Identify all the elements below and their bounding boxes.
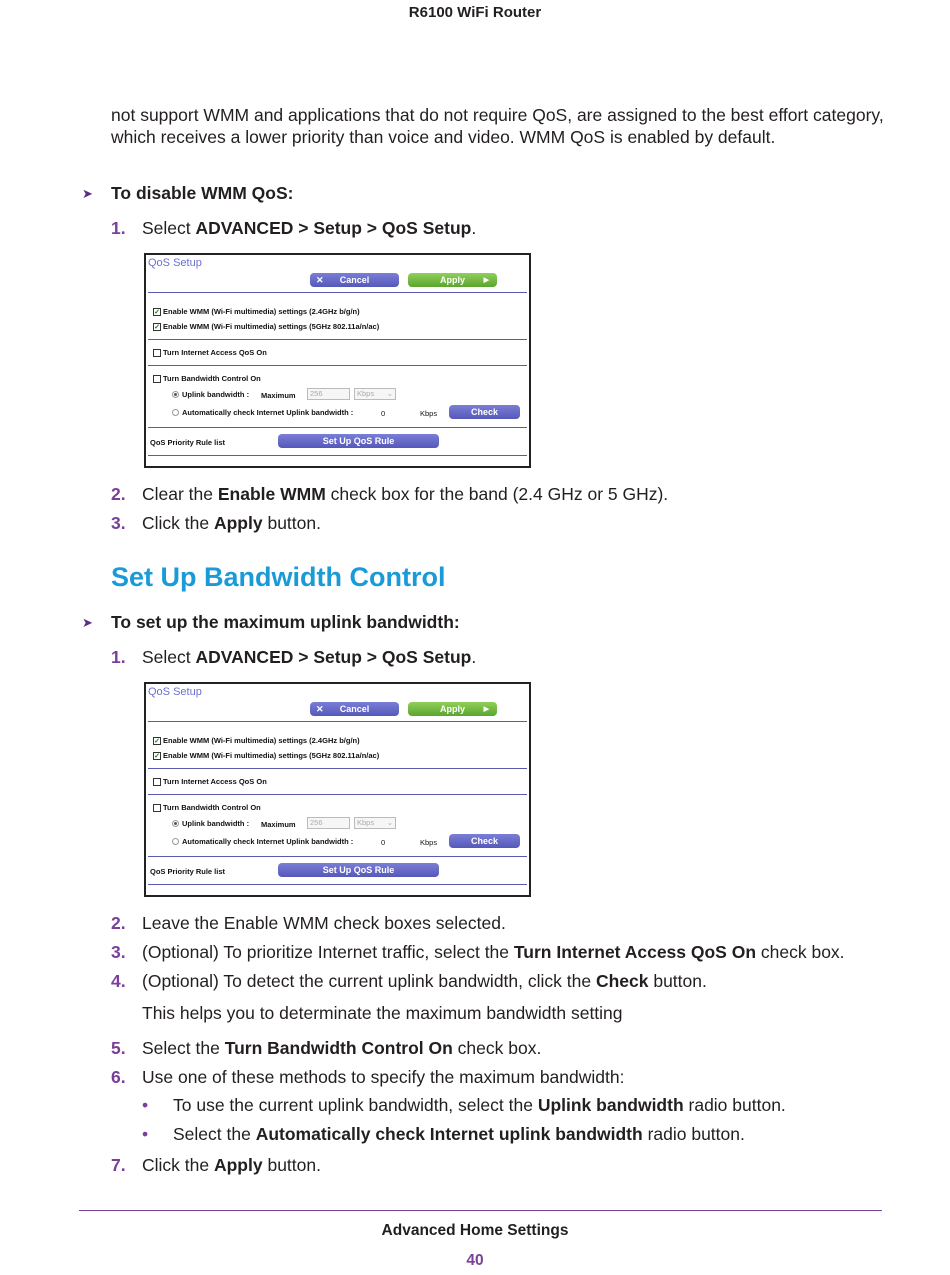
step-number: 1. bbox=[111, 647, 126, 667]
step-text: button. bbox=[648, 971, 707, 991]
divider bbox=[148, 427, 527, 428]
check-button[interactable]: Check bbox=[449, 834, 520, 848]
auto-check-label: Automatically check Internet Uplink bandwidth : bbox=[182, 408, 354, 417]
step-text: Select bbox=[142, 218, 196, 238]
cancel-label: Cancel bbox=[339, 704, 370, 714]
wmm-24-row[interactable] bbox=[153, 307, 360, 316]
divider bbox=[148, 455, 527, 456]
task1-step-2 bbox=[111, 483, 668, 505]
step-bold: Check bbox=[595, 971, 649, 991]
internet-qos-label: Turn Internet Access QoS On bbox=[163, 777, 267, 786]
close-icon: ✕ bbox=[316, 703, 324, 714]
cancel-button[interactable] bbox=[310, 273, 399, 287]
task2-step-6 bbox=[111, 1066, 624, 1088]
task1-step-3 bbox=[111, 512, 321, 534]
task2-step-3 bbox=[111, 941, 845, 963]
divider bbox=[148, 365, 527, 366]
auto-unit: Kbps bbox=[420, 409, 438, 418]
divider bbox=[148, 884, 527, 885]
step-number: 2. bbox=[111, 484, 126, 504]
step-bold: Turn Bandwidth Control On bbox=[224, 1038, 453, 1058]
footer-title: Advanced Home Settings bbox=[381, 1222, 569, 1239]
step-number: 7. bbox=[111, 1155, 126, 1175]
bullet-bold: Automatically check Internet uplink bandwidth bbox=[255, 1124, 643, 1144]
section-title: Set Up Bandwidth Control bbox=[111, 562, 446, 592]
step-text: Select the bbox=[142, 1038, 225, 1058]
qos-panel-title: QoS Setup bbox=[148, 686, 202, 698]
task1-step-1 bbox=[111, 217, 476, 239]
max-bandwidth-input[interactable]: 256 bbox=[307, 388, 350, 400]
task-heading-text: To disable WMM QoS: bbox=[111, 183, 294, 203]
step-number: 2. bbox=[111, 913, 126, 933]
bullet-item bbox=[142, 1094, 786, 1116]
check-button[interactable]: Check bbox=[449, 405, 520, 419]
auto-check-row[interactable] bbox=[172, 837, 353, 846]
wmm-5-checkbox[interactable]: ✓ bbox=[154, 752, 160, 760]
wmm-5-label: Enable WMM (Wi-Fi multimedia) settings (5GHz 802.11a/n/ac) bbox=[163, 322, 380, 331]
cancel-label: Cancel bbox=[339, 275, 370, 285]
divider bbox=[148, 339, 527, 340]
bw-control-row[interactable] bbox=[153, 374, 261, 383]
uplink-label: Uplink bandwidth : bbox=[182, 819, 250, 828]
step-text: Select bbox=[142, 647, 196, 667]
unit-select-value: Kbps bbox=[357, 389, 375, 398]
max-bandwidth-input[interactable]: 256 bbox=[307, 817, 350, 829]
divider bbox=[148, 292, 527, 293]
close-icon: ✕ bbox=[316, 274, 324, 285]
wmm-24-label: Enable WMM (Wi-Fi multimedia) settings (2.4GHz b/g/n) bbox=[163, 307, 360, 316]
step-note: This helps you to determinate the maximum bandwidth setting bbox=[142, 1003, 623, 1023]
play-icon: ▶ bbox=[483, 277, 489, 284]
step-number: 5. bbox=[111, 1038, 126, 1058]
setup-qos-rule-button[interactable]: Set Up QoS Rule bbox=[278, 863, 439, 877]
auto-unit: Kbps bbox=[420, 838, 438, 847]
auto-check-radio[interactable] bbox=[172, 838, 179, 845]
divider bbox=[148, 768, 527, 769]
step-number: 1. bbox=[111, 218, 126, 238]
apply-button[interactable] bbox=[408, 702, 497, 716]
cancel-button[interactable] bbox=[310, 702, 399, 716]
step-text: Clear the bbox=[142, 484, 218, 504]
step-text: check box. bbox=[452, 1038, 542, 1058]
step-text: (Optional) To prioritize Internet traffic, select the bbox=[142, 942, 514, 962]
bullet-text: radio button. bbox=[642, 1124, 745, 1144]
step-text: (Optional) To detect the current uplink bandwidth, click the bbox=[142, 971, 596, 991]
rule-list-label: QoS Priority Rule list bbox=[150, 867, 226, 876]
rule-list-label: QoS Priority Rule list bbox=[150, 438, 226, 447]
internet-qos-checkbox[interactable] bbox=[153, 349, 161, 357]
wmm-24-checkbox[interactable]: ✓ bbox=[154, 308, 160, 316]
step-bold: Turn Internet Access QoS On bbox=[513, 942, 757, 962]
step-text: check box. bbox=[756, 942, 845, 962]
step-text: Use one of these methods to specify the maximum bandwidth: bbox=[142, 1067, 625, 1087]
task2-step-5 bbox=[111, 1037, 541, 1059]
auto-check-row[interactable] bbox=[172, 408, 353, 417]
auto-check-label: Automatically check Internet Uplink bandwidth : bbox=[182, 837, 354, 846]
apply-label: Apply bbox=[439, 275, 465, 285]
footer-divider bbox=[79, 1210, 882, 1211]
bullet-bold: Uplink bandwidth bbox=[537, 1095, 684, 1115]
maximum-label: Maximum bbox=[261, 391, 296, 400]
task-heading-disable-wmm bbox=[82, 183, 293, 204]
task-arrow-icon: ➤ bbox=[82, 185, 93, 201]
step-text: button. bbox=[262, 513, 321, 533]
step-text: . bbox=[471, 218, 477, 238]
uplink-row[interactable] bbox=[172, 390, 249, 399]
intro-paragraph: not support WMM and applications that do not require QoS, are assigned to the best effort category, which receives a lower priority than voice and video. WMM QoS is enabled by default. bbox=[111, 105, 884, 147]
auto-value: 0 bbox=[381, 838, 386, 847]
divider bbox=[148, 794, 527, 795]
wmm-24-checkbox[interactable]: ✓ bbox=[154, 737, 160, 745]
wmm-5-checkbox[interactable]: ✓ bbox=[154, 323, 160, 331]
page-number: 40 bbox=[466, 1252, 484, 1269]
bullet-text: To use the current uplink bandwidth, select the bbox=[173, 1095, 538, 1115]
uplink-row[interactable] bbox=[172, 819, 249, 828]
bw-control-checkbox[interactable] bbox=[153, 804, 161, 812]
qos-setup-screenshot-1 bbox=[144, 253, 531, 468]
uplink-label: Uplink bandwidth : bbox=[182, 390, 250, 399]
apply-label: Apply bbox=[439, 704, 465, 714]
chevron-down-icon: ⌄ bbox=[386, 818, 393, 827]
divider bbox=[148, 856, 527, 857]
internet-qos-label: Turn Internet Access QoS On bbox=[163, 348, 267, 357]
play-icon: ▶ bbox=[483, 706, 489, 713]
unit-select[interactable] bbox=[354, 388, 396, 400]
wmm-5-row[interactable] bbox=[153, 322, 379, 331]
step-number: 3. bbox=[111, 942, 126, 962]
bw-control-label: Turn Bandwidth Control On bbox=[163, 374, 261, 383]
chevron-down-icon: ⌄ bbox=[386, 389, 393, 398]
step-text: check box for the band (2.4 GHz or 5 GHz). bbox=[325, 484, 669, 504]
step-bold: ADVANCED > Setup > QoS Setup bbox=[195, 218, 472, 238]
step-bold: Apply bbox=[213, 513, 263, 533]
task-heading-uplink bbox=[82, 612, 460, 633]
bw-control-checkbox[interactable] bbox=[153, 375, 161, 383]
maximum-label: Maximum bbox=[261, 820, 296, 829]
page-header-title: R6100 WiFi Router bbox=[408, 4, 542, 21]
internet-qos-row[interactable] bbox=[153, 348, 267, 357]
uplink-radio[interactable] bbox=[172, 820, 179, 827]
step-bold: Enable WMM bbox=[217, 484, 326, 504]
setup-qos-rule-button[interactable]: Set Up QoS Rule bbox=[278, 434, 439, 448]
internet-qos-row[interactable] bbox=[153, 777, 267, 786]
divider bbox=[148, 721, 527, 722]
task-arrow-icon: ➤ bbox=[82, 614, 93, 630]
uplink-radio[interactable] bbox=[172, 391, 179, 398]
wmm-5-label: Enable WMM (Wi-Fi multimedia) settings (5GHz 802.11a/n/ac) bbox=[163, 751, 380, 760]
bullet-item bbox=[142, 1123, 745, 1145]
task2-step-1 bbox=[111, 646, 476, 668]
step-text: button. bbox=[262, 1155, 321, 1175]
bullet-text: Select the bbox=[173, 1124, 256, 1144]
task2-step-7 bbox=[111, 1154, 321, 1176]
wmm-5-row[interactable] bbox=[153, 751, 379, 760]
bullet-icon: • bbox=[142, 1124, 149, 1144]
step-number: 6. bbox=[111, 1067, 126, 1087]
step-text: Leave the Enable WMM check boxes selected. bbox=[142, 913, 506, 933]
bullet-text: radio button. bbox=[683, 1095, 786, 1115]
step-text: Click the bbox=[142, 1155, 214, 1175]
step-number: 4. bbox=[111, 971, 126, 991]
auto-value: 0 bbox=[381, 409, 386, 418]
step-bold: Apply bbox=[213, 1155, 263, 1175]
step-number: 3. bbox=[111, 513, 126, 533]
task2-step-2 bbox=[111, 912, 506, 934]
step-text: . bbox=[471, 647, 477, 667]
step-bold: ADVANCED > Setup > QoS Setup bbox=[195, 647, 472, 667]
unit-select-value: Kbps bbox=[357, 818, 375, 827]
unit-select[interactable] bbox=[354, 817, 396, 829]
bw-control-label: Turn Bandwidth Control On bbox=[163, 803, 261, 812]
wmm-24-row[interactable] bbox=[153, 736, 360, 745]
qos-setup-screenshot-2 bbox=[144, 682, 531, 897]
task-heading-text: To set up the maximum uplink bandwidth: bbox=[111, 612, 460, 632]
qos-panel-title: QoS Setup bbox=[148, 257, 202, 269]
auto-check-radio[interactable] bbox=[172, 409, 179, 416]
bw-control-row[interactable] bbox=[153, 803, 261, 812]
task2-step-4 bbox=[111, 970, 707, 992]
bullet-icon: • bbox=[142, 1095, 149, 1115]
step-text: Click the bbox=[142, 513, 214, 533]
apply-button[interactable] bbox=[408, 273, 497, 287]
wmm-24-label: Enable WMM (Wi-Fi multimedia) settings (2.4GHz b/g/n) bbox=[163, 736, 360, 745]
internet-qos-checkbox[interactable] bbox=[153, 778, 161, 786]
